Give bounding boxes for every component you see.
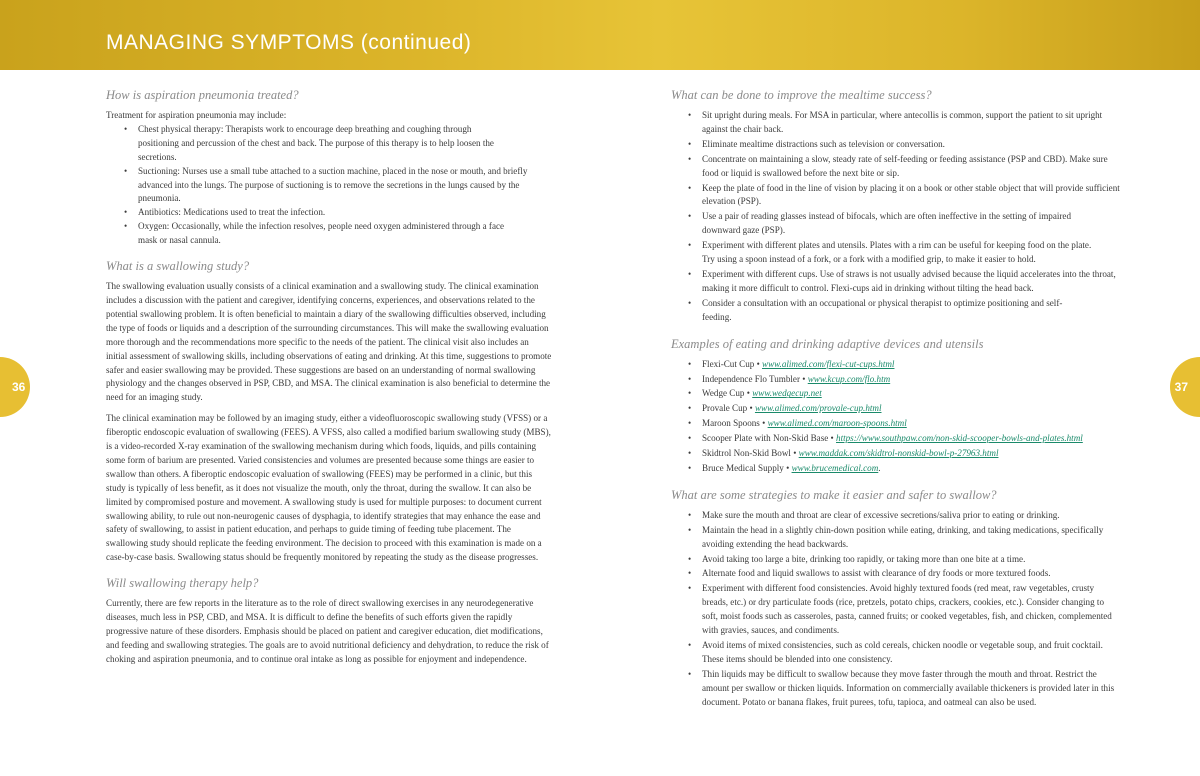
list-item	[702, 402, 1121, 416]
list-item: • Maintain the head in a slightly chin-down position while eating, drinking, and taking medications, specifically avoiding extending the head backwards.	[702, 524, 1121, 552]
list-item	[702, 447, 1121, 461]
device-link[interactable]: https://www.southpaw.com/non-skid-scooper-bowls-and-plates.html	[836, 433, 1083, 444]
right-column	[671, 87, 1121, 711]
list-item: • Suctioning: Nurses use a small tube attached to a suction machine, placed in the nose or mouth, and briefly advanced into the lungs. The purpose of suctioning is to remove the secretions in the lungs caused by the pneumonia.	[106, 165, 552, 207]
device-name: Scooper Plate with Non-Skid Base •	[702, 433, 837, 444]
device-link[interactable]: www.alimed.com/flexi-cut-cups.html	[762, 358, 895, 369]
left-column	[106, 87, 552, 667]
section-heading: What can be done to improve the mealtime success?	[671, 88, 932, 102]
list-item	[702, 387, 1121, 401]
paragraph: The swallowing evaluation usually consists of a clinical examination and a swallowing study. The clinical examination includes a discussion with the patient and caregiver, identifying concerns, experiences, and observations related to the potential swallowing problem. It is often beneficial to maintain a diary of the swallowing difficulties observed, including the type of foods or liquids and a description of the surrounding circumstances. This will make the swallowing evaluation more thorough and the recommendations more specific to the needs of the patient. The clinical visit also includes an initial assessment of swallowing skills, including observations of eating and drinking. At this time, suggestions to promote safer and easier swallowing may be provided. These suggestions are based on an understanding of normal swallowing physiology and the changes observed in PSP, CBD, and MSA. The clinical examination is also beneficial to determine the need for an imaging study.	[106, 281, 552, 403]
list-item: • Avoid taking too large a bite, drinking too rapidly, or taking more than one bite at a time.	[702, 553, 1121, 567]
list-item: • Antibiotics: Medications used to treat the infection.	[106, 206, 552, 220]
section-heading: What is a swallowing study?	[106, 259, 250, 274]
list-item	[702, 373, 1121, 387]
page-number-left: 36	[12, 380, 26, 394]
list-item: • Make sure the mouth and throat are clear of excessive secretions/saliva prior to eating or drinking.	[702, 509, 1121, 523]
list-item	[702, 358, 1121, 372]
section-heading: Examples of eating and drinking adaptive devices and utensils	[671, 336, 984, 351]
list-item: • Experiment with different plates and utensils. Plates with a rim can be useful for keeping food on the plate. Try using a spoon instead of a fork, or a fork with a modified grip, to make it easier to hold.	[702, 239, 1121, 267]
list-item: • Sit upright during meals. For MSA in particular, where antecollis is common, support the patient to sit upright against the chair back.	[702, 109, 1121, 137]
bullet-list	[702, 109, 1121, 325]
list-item: • Eliminate mealtime distractions such as television or conversation.	[702, 138, 1121, 152]
device-name: Bruce Medical Supply •	[702, 462, 792, 473]
device-link[interactable]: www.alimed.com/provale-cup.html	[754, 403, 882, 414]
page-number-right: 37	[1174, 380, 1188, 394]
list-item: • Oxygen: Occasionally, while the infection resolves, people need oxygen administered through a face mask or nasal cannula.	[106, 220, 552, 248]
list-item	[702, 417, 1121, 431]
list-item: • Concentrate on maintaining a slow, steady rate of self-feeding or feeding assistance (PSP and CBD). Make sure food or liquid is swallowed before the next bite or sip.	[702, 153, 1121, 181]
device-name: Independence Flo Tumbler •	[702, 373, 808, 384]
list-item: • Experiment with different food consistencies. Avoid highly textured foods (red meat, raw vegetables, crusty breads, etc.) or dry particulate foods (rice, pretzels, potato chips, crackers, cookies, etc.). Consider changing to soft, moist foods such as casseroles, pasta, canned fruits; or cooked vegetables, fish, and chicken, complemented with gravies, sauces, and condiments.	[702, 582, 1121, 638]
bullet-list	[106, 123, 552, 248]
list-item: • Avoid items of mixed consistencies, such as cold cereals, chicken noodle or vegetable soup, and fruit cocktail. These items should be blended into one consistency.	[702, 639, 1121, 667]
device-link[interactable]: www.kcup.com/flo.htm	[807, 373, 891, 384]
device-name: Provale Cup •	[702, 403, 755, 414]
list-item: • Use a pair of reading glasses instead of bifocals, which are often ineffective in the setting of impaired downward gaze (PSP).	[702, 210, 1121, 238]
list-item: • Thin liquids may be difficult to swallow because they move faster through the mouth and throat. Restrict the amount per swallow or thicken liquids. Information on commercially available thickeners is provided later in this document. Potato or banana flakes, fruit purees, tofu, tapioca, and oatmeal can also be used.	[702, 668, 1121, 710]
header-banner	[0, 0, 1200, 70]
list-item: • Keep the plate of food in the line of vision by placing it on a book or other stable object that will provide sufficient elevation (PSP).	[702, 182, 1121, 210]
device-name: Wedge Cup •	[702, 388, 753, 399]
device-name: Flexi-Cut Cup •	[702, 358, 763, 369]
section-heading: Will swallowing therapy help?	[106, 576, 259, 591]
device-link[interactable]: www.wedgecup.net	[752, 388, 822, 399]
device-link[interactable]: www.brucemedical.com	[791, 462, 879, 473]
list-item	[702, 432, 1121, 446]
bullet-list	[702, 509, 1121, 710]
device-name: Maroon Spoons •	[702, 418, 768, 429]
list-item	[702, 462, 1121, 476]
list-item: • Experiment with different cups. Use of straws is not usually advised because the liquid accelerates into the throat, making it more difficult to control. Flexi-cups aid in drinking without tilting the head back.	[702, 268, 1121, 296]
list-item: • Alternate food and liquid swallows to assist with clearance of dry foods or more textured foods.	[702, 567, 1121, 581]
page-title: MANAGING SYMPTOMS (continued)	[106, 31, 472, 54]
device-name: Skidtrol Non-Skid Bowl •	[702, 448, 799, 459]
list-item: • Consider a consultation with an occupational or physical therapist to optimize positioning and self-feeding.	[702, 297, 1121, 325]
device-link[interactable]: www.maddak.com/skidtrol-nonskid-bowl-p-27963.html	[798, 448, 999, 459]
device-list	[702, 358, 1121, 476]
device-link[interactable]: www.alimed.com/maroon-spoons.html	[767, 418, 907, 429]
list-item: • Chest physical therapy: Therapists work to encourage deep breathing and coughing through positioning and percussion of the chest and back. The purpose of this therapy is to help loosen the secretions.	[106, 123, 552, 165]
section-heading: How is aspiration pneumonia treated?	[106, 88, 299, 102]
section-heading: What are some strategies to make it easier and safer to swallow?	[671, 487, 997, 502]
paragraph: Currently, there are few reports in the literature as to the role of direct swallowing exercises in any neurodegenerative diseases, much less in PSP, CBD, and MSA. It is difficult to define the benefits of such efforts given the rapidly progressive nature of these disorders. Emphasis should be placed on patient and caregiver education, diet modifications, and feeding and swallowing strategies. The goals are to avoid nutritional deficiency and dehydration, to reduce the risk of choking and aspiration pneumonia, and to continue oral intake as long as possible for enjoyment and independence.	[106, 598, 549, 664]
paragraph: Treatment for aspiration pneumonia may include:	[106, 110, 287, 120]
paragraph: The clinical examination may be followed by an imaging study, either a videofluoroscopic swallowing study (VFSS) or a fiberoptic endoscopic evaluation of swallowing (FEES). A VFSS, also called a modified barium swallowing study (MBS), is a video-recorded X-ray examination of the swallowing mechanism during which foods, liquids, and pills containing some form of barium are presented. Varied consistencies and volumes are presented because some things are easier to swallow than others. A fiberoptic endoscopic evaluation of swallowing (FEES) may be performed in a clinic, but this study is typically of less benefit, as it does not visualize the mouth, only the throat, during the swallow. It can also be limited by compromised posture and movement. A swallowing study is used for multiple purposes: to document current swallowing ability, to rule out non-neurogenic causes of dysphagia, to identify strategies that may enhance the ease and safety of swallowing, to assist in patient education, and perhaps to guide timing of feeding tube placement. The swallowing study should replicate the feeding environment. The decision to proceed with this examination is made on a case-by-case basis. Swallowing status should be frequently monitored by repeating the study as the disease progresses.	[106, 413, 551, 563]
list-item-tail: .	[878, 462, 881, 473]
